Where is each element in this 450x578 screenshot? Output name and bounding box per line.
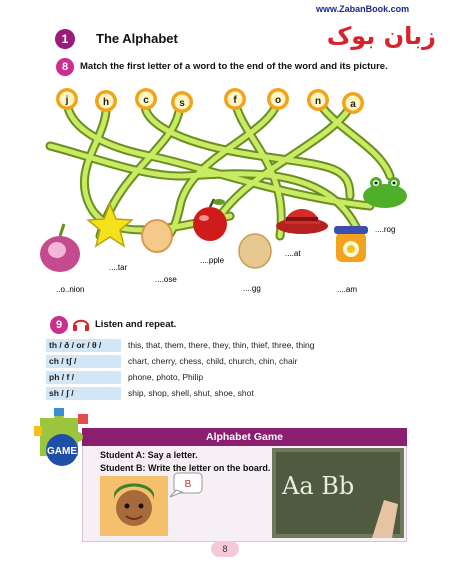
board-text: Aa Bb xyxy=(282,472,355,500)
letter-maze xyxy=(30,86,425,318)
chalkboard-picture xyxy=(272,448,404,538)
svg-text:f: f xyxy=(233,95,237,106)
word-nose: ....ose xyxy=(155,275,177,284)
unit-title: The Alphabet xyxy=(96,31,178,46)
letter-flower xyxy=(56,88,78,110)
letter-flower xyxy=(224,88,246,110)
page-number: 8 xyxy=(211,541,239,557)
student-b-line: Student B: Write the letter on the board. xyxy=(100,463,271,473)
sound-cell: sh / ʃ / xyxy=(46,387,121,400)
student-picture xyxy=(100,476,168,536)
speech-letter: B xyxy=(184,479,192,490)
svg-text:o: o xyxy=(274,95,282,106)
site-name[interactable]: www.ZabanBook.com xyxy=(316,4,410,14)
onion-picture xyxy=(40,224,80,272)
table-row xyxy=(46,387,346,401)
letter-flower xyxy=(307,89,329,111)
nose-picture xyxy=(142,220,172,252)
speech-bubble xyxy=(170,472,204,498)
exercise-8-instruction: Match the first letter of a word to the end of the word and its picture. xyxy=(80,61,388,72)
frog-picture xyxy=(363,177,407,208)
letter-flower xyxy=(267,88,289,110)
jam-jar-picture xyxy=(334,226,368,262)
svg-text:c: c xyxy=(143,95,149,106)
sound-cell: ch / tʃ / xyxy=(46,355,121,368)
word-egg: ....gg xyxy=(243,284,261,293)
table-row xyxy=(46,339,346,353)
words-cell: ship, shop, shell, shut, shoe, shot xyxy=(128,388,254,398)
table-row xyxy=(46,371,346,385)
egg-picture xyxy=(239,234,271,268)
words-cell: phone, photo, Philip xyxy=(128,372,204,382)
words-cell: this, that, them, there, they, thin, thief, three, thing xyxy=(128,340,315,350)
word-star: ....tar xyxy=(109,263,128,272)
game-badge-text: GAME xyxy=(47,446,77,457)
words-cell: chart, cherry, chess, child, church, chin, chair xyxy=(128,356,298,366)
game-title: Alphabet Game xyxy=(82,428,407,446)
sound-cell: ph / f / xyxy=(46,371,121,384)
table-row xyxy=(46,355,346,369)
letter-flower xyxy=(171,91,193,113)
unit-number-badge: 1 xyxy=(55,29,75,49)
svg-text:s: s xyxy=(179,98,185,109)
game-badge xyxy=(34,408,90,470)
logo-image xyxy=(318,14,440,52)
letter-flower xyxy=(342,92,364,114)
exercise-9-instruction: Listen and repeat. xyxy=(95,319,177,330)
exercise-8-badge: 8 xyxy=(56,58,74,76)
exercise-9-badge: 9 xyxy=(50,316,68,334)
word-apple: ....pple xyxy=(200,256,225,265)
svg-text:h: h xyxy=(102,97,110,108)
letter-flower xyxy=(95,90,117,112)
word-frog: ....rog xyxy=(375,225,396,234)
word-hat: ....at xyxy=(285,249,301,258)
headphones-icon xyxy=(72,316,90,332)
apple-picture xyxy=(193,199,227,241)
svg-text:a: a xyxy=(350,99,356,110)
svg-text:j: j xyxy=(65,95,69,106)
word-jam: ....am xyxy=(337,285,358,294)
student-a-line: Student A: Say a letter. xyxy=(100,450,198,460)
logo-text: زبان بوک xyxy=(326,22,436,50)
word-onion: ..o..nion xyxy=(56,285,85,294)
svg-text:n: n xyxy=(314,96,322,107)
letter-flower xyxy=(135,88,157,110)
sound-cell: th / ð / or / θ / xyxy=(46,339,121,352)
